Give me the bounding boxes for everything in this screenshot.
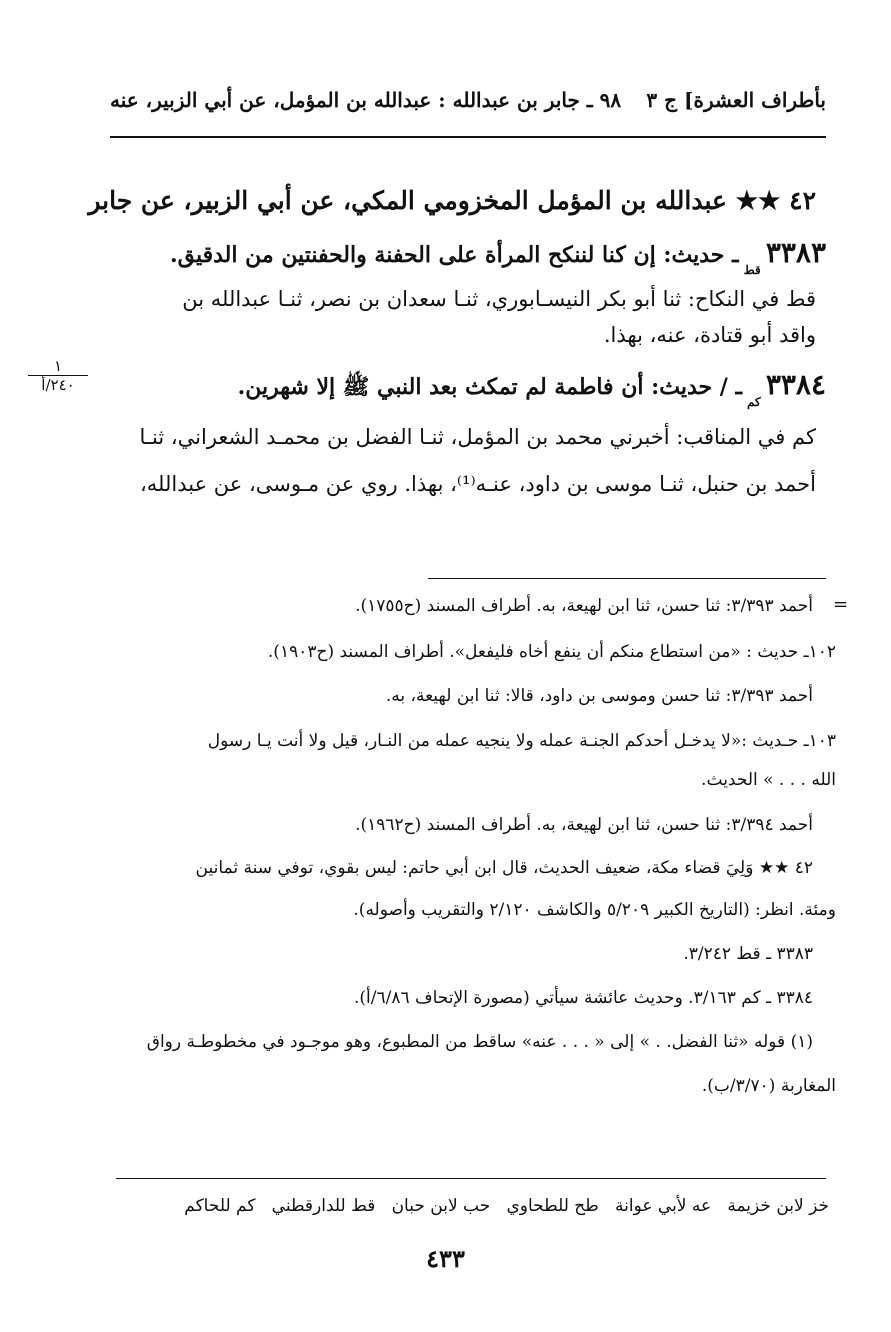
footnote-line: ومئة. انظر: (التاريخ الكبير ٥/٢٠٩ والكاشف ٢/١٢٠ والتقريب وأصوله). <box>353 900 836 920</box>
paragraph-line: كم في المناقب: أخبرني محمد بن المؤمل، ثنـا الفضل بن محمـد الشعراني، ثنـا <box>139 425 816 449</box>
paragraph-line: واقد أبو قتادة، عنه، بهذا. <box>603 323 816 347</box>
footnote-line: ١٠٣ـ حـديث :«لا يدخـل أحدكم الجنـة عمله ولا ينجيه عمله من النـار، قيل ولا أنت يـا رسول <box>207 731 836 751</box>
hadith-text: ـ حديث: إن كنا لننكح المرأة على الحفنة والحفنتين من الدقيق. <box>169 242 739 268</box>
footnote-line: ٣٣٨٣ ـ قط ٣/٢٤٢. <box>683 944 813 964</box>
margin-note-top: ١ <box>53 357 63 375</box>
running-header <box>110 88 826 120</box>
footnote-line: (١) قوله «ثنا الفضل. . » إلى « . . . عنه» ساقط من المطبوع، وهو موجـود في مخطوطـة رواق <box>146 1032 813 1052</box>
bottom-rule <box>116 1178 826 1179</box>
margin-note <box>28 358 88 393</box>
footnote-line: المغاربة (٣/٧٠/ب). <box>701 1076 836 1096</box>
footnote-line: أحمد ٣/٣٩٣: ثنا حسن وموسى بن داود، قالا: ثنا ابن لهيعة، به. <box>385 686 813 706</box>
header-right: بأطراف العشرة] ج ٣ <box>646 88 826 112</box>
footnote-line: أحمد ٣/٣٩٤: ثنا حسن، ثنا ابن لهيعة، به. أطراف المسند (ح١٩٦٢). <box>355 815 813 835</box>
footnote-line: ٤٢ ★★ وَلِيَ قضاء مكة، ضعيف الحديث، قال ابن أبي حاتم: ليس بقوي، توفي سنة ثمانين <box>195 858 813 878</box>
source-tag: كم <box>747 395 761 409</box>
hadith-3383 <box>169 236 826 277</box>
abbreviation-key: خز لابن خزيمة عه لأبي عوانة طح للطحاوي حب لابن حبان قط للدارقطني كم للحاكم <box>184 1196 829 1216</box>
footnote-line: الله . . . » الحديث. <box>701 770 836 790</box>
paragraph-line: أحمد بن حنبل، ثنـا موسى بن داود، عنـه⁽¹⁾، بهذا. روي عن مـوسى، عن عبدالله، <box>140 472 816 496</box>
header-rule <box>110 136 826 138</box>
footnote-line: ١٠٢ـ حديث : «من استطاع منكم أن ينفع أخاه فليفعل». أطراف المسند (ح١٩٠٣). <box>267 642 836 662</box>
source-tag: قط <box>743 263 761 277</box>
margin-note-bottom: ٢٤٠/أ <box>41 376 75 394</box>
paragraph-line: قط في النكاح: ثنا أبو بكر النيسـابوري، ثنـا سعدان بن نصر، ثنـا عبدالله بن <box>182 287 816 311</box>
header-left: ٩٨ ـ جابر بن عبدالله : عبدالله بن المؤمل، عن أبي الزبير، عنه <box>110 88 622 112</box>
hadith-number: ٣٣٨٣ <box>765 236 826 269</box>
hadith-text: ـ / حديث: أن فاطمة لم تمكث بعد النبي ﷺ إلا شهرين. <box>237 374 742 400</box>
continuation-mark: = <box>833 594 849 615</box>
entry-title: ٤٢ ★★ عبدالله بن المؤمل المخزومي المكي، عن أبي الزبير، عن جابر <box>88 186 816 215</box>
hadith-3384 <box>237 368 826 409</box>
page-number: ٤٣٣ <box>426 1244 465 1273</box>
footnote-line: أحمد ٣/٣٩٣: ثنا حسن، ثنا ابن لهيعة، به. أطراف المسند (ح١٧٥٥). <box>355 596 813 616</box>
hadith-number: ٣٣٨٤ <box>765 368 826 401</box>
footnote-separator <box>428 578 826 579</box>
footnote-line: ٣٣٨٤ ـ كم ٣/١٦٣. وحديث عائشة سيأتي (مصورة الإتحاف ٦/٨٦/أ). <box>353 988 813 1008</box>
